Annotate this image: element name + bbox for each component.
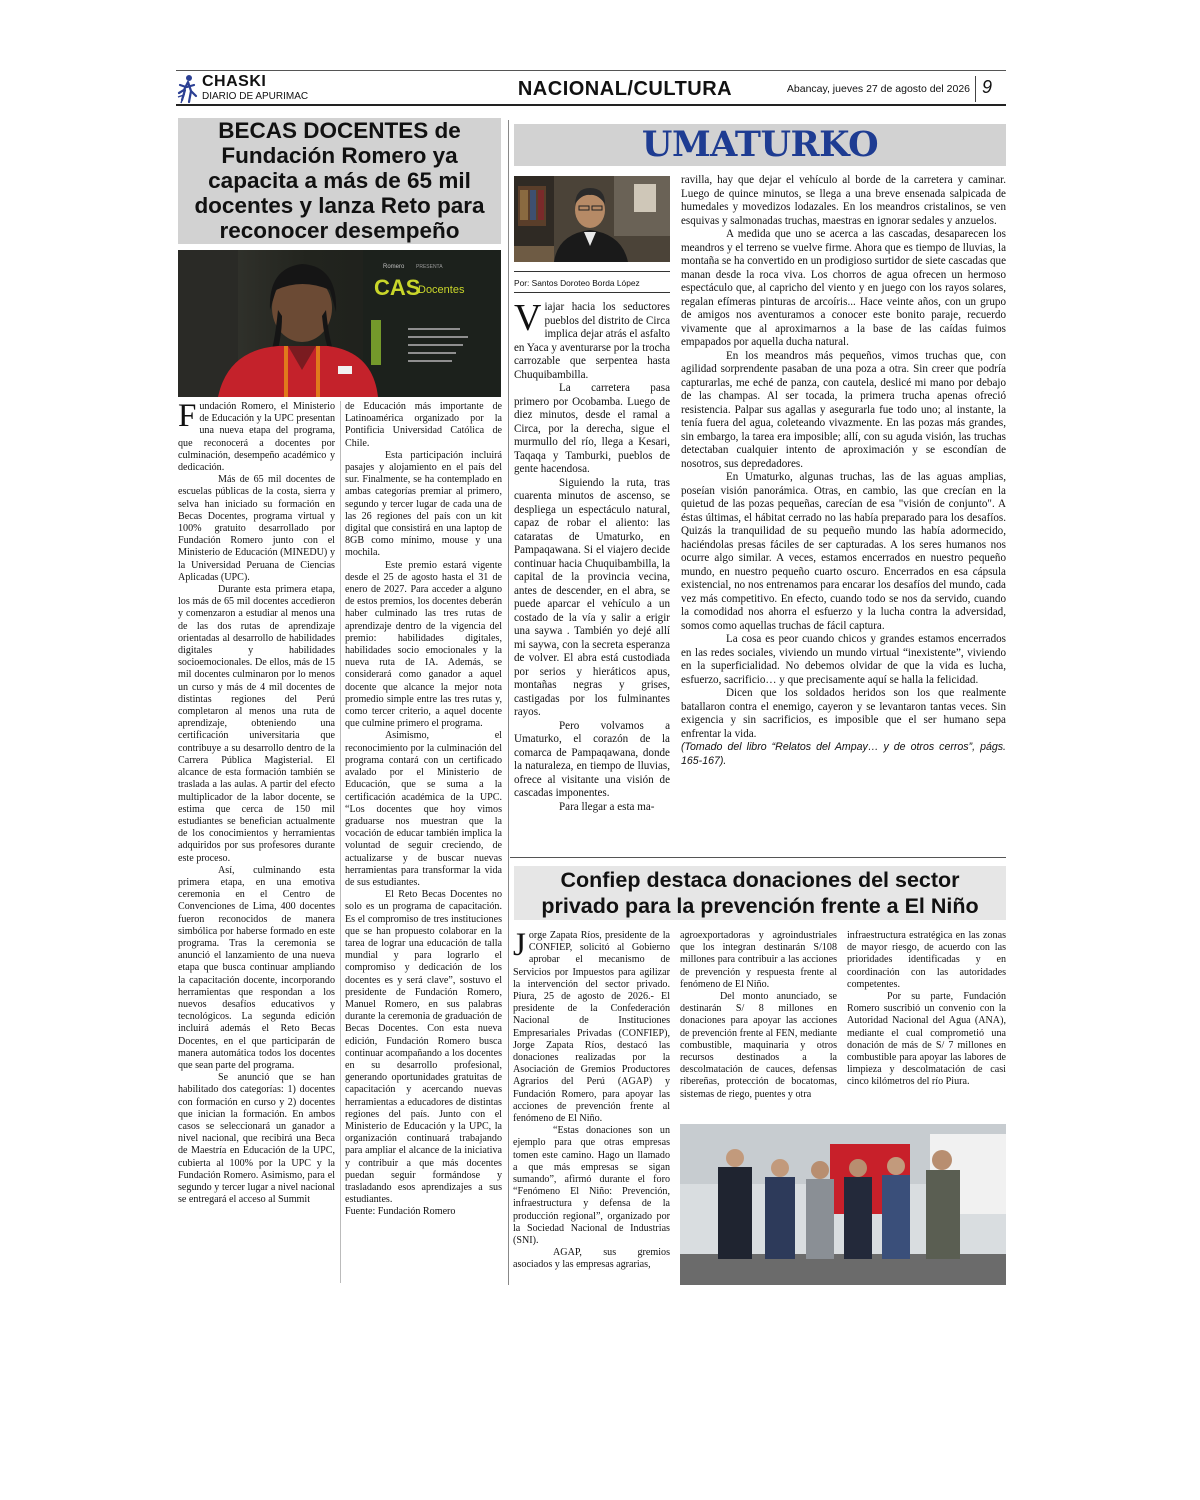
paragraph: de Educación más importante de Latinoamérica organizado por la Pontificia Universidad Católica de Chile.: [345, 401, 502, 449]
teacher-portrait-photo: [178, 250, 501, 397]
newspaper-subtitle: DIARIO DE APURIMAC: [202, 91, 309, 102]
paragraph: En Umaturko, algunas truchas, las de las aguas amplias, poseían visión panorámica. Otras, en cambio, las que crecían en la quietud de las pozas pequeñas, carecían de esa "visión de conjunto". A éstas últimas, el hábitat cerrado no las había preparado para los desafíos. Quizás la tranquilidad de su pequeño mundo las había adormecido, haciéndolas presas fáciles de ser capturadas. A los seres humanos nos ocurre algo similar. A veces, estamos encerrados en nuestro pequeño mundo, en nuestro pequeño cuarto oscuro. Encerrados en esa cápsula existencial, no nos entrenamos para encarar los desafíos del mundo, cada vez más competitivo. En efecto, cuando todo se nos da servido, cuando la comodidad nos ahorra el esfuerzo y la lucha contra la adversidad, somos como aquellas truchas de fácil captura.: [681, 471, 1006, 632]
paragraph: infraestructura estratégica en las zonas de mayor riesgo, de acuerdo con las prioridades identificadas y en coordinación con las autoridades competentes.: [847, 930, 1006, 990]
headline-line: reconocer desempeño: [219, 218, 460, 243]
paragraph: AGAP, sus gremios asociados y las empresas agrarias,: [513, 1247, 670, 1271]
paragraph: A medida que uno se acerca a las cascadas, desaparecen los meandros y el terreno se vuelve firme. Ahora que es tiempo de lluvias, la montaña se ha convertido en un prodigioso surtidor de siete cascadas que manan desde la roca viva. Los chorros de agua ofrecen un hermoso espectáculo que, al capricho del viento y en juego con los rayos solares, regalan efímeras pinturas de arcoíris... Hace veinte años, con un grupo de amigos nos aventuramos a conocer este bonito paraje, recuerdo vivamente que al aproximarnos a la base de las caídas fuimos empapados por aquella ducha natural.: [681, 228, 1006, 348]
paragraph: “Estas donaciones son un ejemplo para que otras empresas tomen este camino. Hago un llamado a que más empresas se sigan sumando”, afirmó durante el foro “Fenómeno El Niño: Prevención, infraestructura y defensa de la producción regional”, organizado por la Sociedad Nacional de Industrias (SNI).: [513, 1125, 670, 1247]
svg-text:Romero: Romero: [383, 264, 405, 270]
headline-line: Confiep destaca donaciones del sector: [560, 868, 960, 892]
issue-date: Abancay, jueves 27 de agosto del 2026: [786, 83, 970, 95]
article2-column-1: [514, 301, 670, 841]
page-number: 9: [982, 77, 993, 97]
paragraph: Pero volvamos a Umaturko, el corazón de la comarca de Pampaqawana, donde la naturaleza, en tiempo de lluvias, ofrece al visitante una visión de cascadas imponentes.: [514, 719, 670, 799]
paragraph: La cosa es peor cuando chicos y grandes estamos encerrados en las redes sociales, viviendo un mundo virtual “inexistente”, viviendo en la superficialidad. No debemos olvidar de que la vida es lucha, esfuerzo, sacrificio… y que precisamente aquí se halla la felicidad.: [681, 633, 1006, 686]
paragraph: Del monto anunciado, se destinarán S/ 8 millones en donaciones para apoyar las acciones de prevención frente al FEN, mediante combustible, maquinaria y otros recursos destinados a la descolmatación de cauces, defensas ribereñas, protección de bocatomas, sistemas de riego, puentes y otra: [680, 991, 837, 1100]
svg-text:Docentes: Docentes: [418, 284, 465, 296]
article-source: Fuente: Fundación Romero: [345, 1206, 456, 1218]
byline-rule: [514, 292, 670, 293]
article3-headline: [514, 866, 1006, 920]
column-title: UMATURKO: [641, 124, 879, 165]
column-divider: [508, 120, 509, 1285]
masthead-bottom-rule: [176, 104, 1006, 106]
headline-line: BECAS DOCENTES de: [218, 118, 461, 143]
section-title: NACIONAL/CULTURA: [517, 78, 733, 100]
page-number-separator: [975, 76, 976, 102]
dropcap: J: [513, 930, 526, 963]
article-divider: [510, 857, 1006, 858]
article3-column-3: [847, 930, 1006, 1120]
paragraph: iajar hacia los seductores pueblos del distrito de Circa implica dejar atrás el asfalto en Yaca y aventurarse por la trocha carrozable que serpentea hasta Chuquibambilla.: [514, 301, 670, 381]
paragraph: Así, culminando esta primera etapa, en una emotiva ceremonia en el Centro de Convenciones de Lima, 400 docentes fueron reconocidos de manera simbólica por haberse formado en este programa. Tras la ceremonia se anunció el lanzamiento de una nueva etapa que busca continuar ampliando la capacitación docente, incorporando herramientas que respondan a los nuevos desafíos educativos y tecnológicos. La segunda edición incluirá además el Reto Becas Docentes, en el que participarán de manera automática todos los docentes que sean parte del programa.: [178, 864, 335, 1071]
paragraph: Dicen que los soldados heridos son los que realmente batallaron contra el enemigo, cayeron y se levantaron tantas veces. Sin exigencia y sin sacrificios, es imposible que el ser humano sepa enfrentar la vida.: [681, 687, 1006, 740]
author-portrait-photo: [514, 176, 670, 262]
article3-column-2: [680, 930, 837, 1120]
paragraph: Este premio estará vigente desde el 25 de agosto hasta el 31 de enero de 2027. Para acceder a alguno de estos premios, los docentes deberán haber culminado las tres rutas de aprendizaje dentro de la vigencia del premio: habilidades digitales, habilidades socio emocionales y la nueva ruta de IA. Además, se considerará como ganador a aquel docente que alcance la mejor nota promedio simple entre las tres rutas y, como tercer criterio, a aquel docente que culmine primero el programa.: [345, 559, 502, 730]
paragraph: Para llegar a esta ma-: [559, 800, 655, 813]
paragraph: Esta participación incluirá pasajes y alojamiento en el país del sur. Finalmente, se ha contemplado en ambas categorías premiar al primero, segundo y tercer lugar de cada una de las 26 regiones del país con un kit digital que consistirá en una laptop de 8GB como mínimo, mouse y una mochila.: [345, 449, 502, 559]
headline-line: capacita a más de 65 mil: [208, 168, 471, 193]
paragraph: agroexportadoras y agroindustriales que los integran destinarán S/108 millones para contribuir a las acciones de prevención y respuesta frente al fenómeno de El Niño.: [680, 930, 837, 990]
paragraph: Durante esta primera etapa, los más de 65 mil docentes accedieron y comenzaron a estudiar al menos una de las dos rutas de aprendizaje orientadas al desarrollo de habilidades digitales y habilidades socioemocionales. De ellos, más de 15 mil docentes culminaron por lo menos un curso y más de 4 mil docentes de distintas regiones del Perú completaron al menos una ruta de aprendizaje, obteniendo una certificación universitaria que contribuye a su desarrollo dentro de la Carrera Pública Magisterial. El alcance de esta formación también se traslada a las aulas. A partir del efecto multiplicador de la labor docente, se estima que cerca de 150 mil estudiantes se benefician actualmente de los conocimientos y herramientas adquiridos por sus profesores durante este proceso.: [178, 584, 335, 864]
masthead-logo: [176, 73, 326, 105]
paragraph: Siguiendo la ruta, tras cuarenta minutos de ascenso, se despliega un espectáculo natural, capaz de robar el aliento: las cataratas de Umaturko, en Pampaqawana. Si el viajero decide continuar hacia Chuquibambilla, la capital de la provincia vecina, antes de descender, en el abra, se puede aparcar el vehículo a un costado de la vía y salir a erigir una saywa . También yo dejé allí mi saywa, con la secreta esperanza de volver. El abra está custodiada por serios y hieráticos apus, montañas negras y grises, castigadas por los fulminantes rayos.: [514, 476, 670, 718]
column-divider: [340, 401, 341, 1283]
headline-line: docentes y lanza Reto para: [194, 193, 485, 218]
article1-headline: [178, 118, 501, 244]
svg-text:CAS: CAS: [374, 275, 421, 300]
author-photo: [514, 176, 670, 262]
dropcap: F: [178, 401, 197, 434]
article2-banner: [514, 124, 1006, 166]
article1-column-2: [345, 401, 502, 1283]
article2-column-2: [681, 174, 1006, 842]
headline-line: Fundación Romero ya: [221, 143, 458, 168]
article1-photo: [178, 250, 501, 397]
paragraph: Se anunció que se han habilitado dos categorías: 1) docentes con formación en curso y 2) docentes que inician la formación. En ambos casos se seleccionará un ganador a nivel nacional, que recibirá una Beca de Maestría en Educación de la UPC, cubierta al 100% por la UPC y la Fundación Romero. Asimismo, para el segundo y tercer lugar a nivel nacional se entregará el acceso al Summit: [178, 1072, 335, 1206]
byline-rule: [514, 271, 670, 272]
paragraph: La carretera pasa primero por Ocobamba. Luego de diez minutos, desde el ramal a Circa, por la derecha, sigue el murmullo del río, llega a Kesari, Taqaqa y Tamburki, pueblos de gente hacendosa.: [514, 382, 670, 475]
group-event-photo: [680, 1124, 1006, 1285]
paragraph: undación Romero, el Ministerio de Educación y la UPC presentan una nueva etapa del programa, que reconocerá a docentes por culminación, desempeño académico y dedicación.: [178, 401, 335, 474]
masthead-top-rule: [176, 70, 1006, 71]
paragraph: ravilla, hay que dejar el vehículo al borde de la carretera y caminar. Luego de quince minutos, se llega a una breve ensenada salpicada de humedales y movedizos lodazales. En los meandros cristalinos, se ven esquivas y salmonadas truchas, maestras en ignorar sedales y anzuelos.: [681, 174, 1006, 227]
headline-line: privado para la prevención frente a El Niño: [541, 894, 979, 918]
article1-column-1: [178, 401, 335, 1283]
dropcap: V: [514, 301, 542, 339]
paragraph: Por su parte, Fundación Romero suscribió un convenio con la Autoridad Nacional del Agua (ANA), mediante el cual comprometió una donación de más de S/ 7 millones en combustible para apoyar las labores de limpieza y descolmatación de casi cinco kilómetros del río Piura.: [847, 991, 1006, 1088]
paragraph: El Reto Becas Docentes no solo es un programa de capacitación. Es el compromiso de tres instituciones que se han propuesto colaborar en la tarea de lograr una educación de talla mundial y para lograrlo el compromiso y dedicación de los docentes es y será clave”, sostuvo el presidente de Fundación Romero, Manuel Romero, en sus palabras durante la ceremonia de graduación de Becas Docentes. Con esta nueva edición, Fundación Romero busca continuar acompañando a los docentes en su desarrollo profesional, generando oportunidades gratuitas de capacitación y acercando nuevas herramientas a educadores de distintas regiones del país. Junto con el Ministerio de Educación y la UPC, la organización continuará trabajando para ampliar el alcance de la iniciativa y contribuir a que más docentes puedan seguir formándose y trasladando esos aprendizajes a sus estudiantes.: [345, 889, 502, 1206]
newspaper-name: CHASKI: [202, 73, 267, 90]
article3-column-1: [513, 930, 670, 1284]
paragraph: Más de 65 mil docentes de escuelas públicas de la costa, sierra y selva han iniciado su formación en Becas Docentes, programa virtual y 100% gratuito desarrollado por Fundación Romero junto con el Ministerio de Educación (MINEDU) y la Universidad Peruana de Ciencias Aplicadas (UPC).: [178, 474, 335, 583]
author-byline: Por: Santos Doroteo Borda López: [514, 278, 640, 288]
article3-group-photo: [680, 1124, 1006, 1285]
paragraph: orge Zapata Ríos, presidente de la CONFIEP, solicitó al Gobierno aprobar el mecanismo de Servicios por Impuestos para agilizar la intervención del sector privado. Piura, 25 de agosto de 2026.- El presidente de la Confederación Nacional de Instituciones Empresariales Privadas (CONFIEP), Jorge Zapata Ríos, destacó las donaciones realizadas por la Asociación de Gremios Productores Agrarios del Perú (AGAP) y Fundación Romero, para apoyar las acciones de prevención frente al fenómeno de El Niño.: [513, 930, 670, 1125]
logo-runner-icon: [176, 73, 200, 105]
article-source: (Tomado del libro “Relatos del Ampay… y de otros cerros”, págs. 165-167).: [681, 741, 1006, 767]
svg-text:PRESENTA: PRESENTA: [416, 264, 443, 270]
paragraph: En los meandros más pequeños, vimos truchas que, con agilidad sorprendente pasaban de una poza a otra. Sin creer que podría capturarlas, me eché de panza, con cautela, deslicé mi mano por debajo de las champas. Al ser tocada, la primera trucha apenas ofreció resistencia. Palpar sus agallas y asegurarla fue todo uno; al instante, la tenía fuera del agua, coleteando vivazmente. En las pozas más grandes, sin embargo, la tarea era imposible; allí, con su aguda visión, las truchas detectaban cualquier intento de aproximación y se escondían de nosotros, sus depredadores.: [681, 349, 1006, 470]
paragraph: Asimismo, el reconocimiento por la culminación del programa contará con un certificado avalado por el Ministerio de Educación, que se suma a la certificación académica de la UPC. “Los docentes que hoy vimos graduarse nos muestran que la vocación de educar también implica la voluntad de seguir creciendo, de actualizarse y de buscar nuevas herramientas para transformar la vida de sus estudiantes.: [345, 730, 502, 888]
